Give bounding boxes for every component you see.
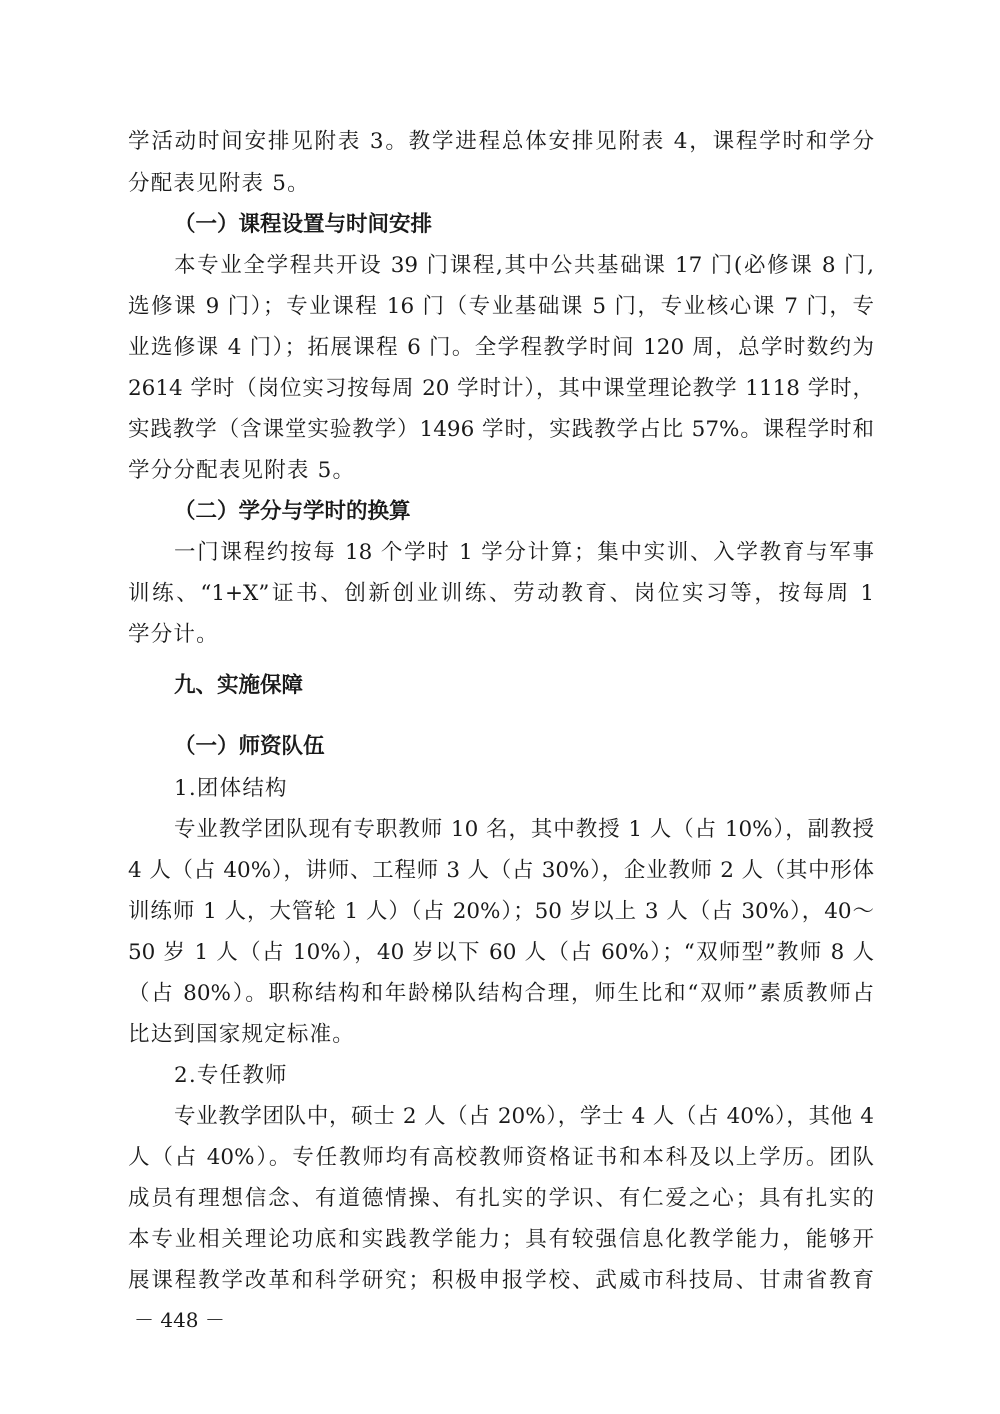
paragraph-line: 学分计。 [128, 622, 219, 647]
paragraph-line: 学活动时间安排见附表 3。教学进程总体安排见附表 4，课程学时和学分 [128, 129, 874, 154]
paragraph-line: 比达到国家规定标准。 [128, 1022, 356, 1047]
paragraph-line: 训练师 1 人，大管轮 1 人）（占 20%）；50 岁以上 3 人（占 30%），40～ [128, 899, 874, 924]
paragraph-line: 业选修课 4 门）；拓展课程 6 门。全学程教学时间 120 周，总学时数约为 [128, 335, 874, 360]
paragraph-line: 50 岁 1 人（占 10%），40 岁以下 60 人（占 60%）；“双师型”教师 8 人 [128, 940, 874, 965]
paragraph-line: 4 人（占 40%），讲师、工程师 3 人（占 30%），企业教师 2 人（其中形体 [128, 858, 874, 883]
subheading-team-structure: 1.团体结构 [174, 776, 288, 801]
paragraph-line: 展课程教学改革和科学研究；积极申报学校、武威市科技局、甘肃省教育 [128, 1268, 874, 1293]
paragraph-line: 分配表见附表 5。 [128, 171, 310, 196]
paragraph-line: 专业教学团队中，硕士 2 人（占 20%），学士 4 人（占 40%），其他 4 [174, 1104, 874, 1129]
page-number: － 448 － [134, 1308, 225, 1332]
paragraph-line: 人（占 40%）。专任教师均有高校教师资格证书和本科及以上学历。团队 [128, 1145, 874, 1170]
paragraph-line: 选修课 9 门）；专业课程 16 门（专业基础课 5 门，专业核心课 7 门，专 [128, 294, 874, 319]
section-heading-credit-conversion: （二）学分与学时的换算 [174, 499, 411, 524]
paragraph-line: 训练、“1+X”证书、创新创业训练、劳动教育、岗位实习等，按每周 1 [128, 581, 874, 606]
paragraph-line: 成员有理想信念、有道德情操、有扎实的学识、有仁爱之心；具有扎实的 [128, 1186, 874, 1211]
paragraph-line: （占 80%）。职称结构和年龄梯队结构合理，师生比和“双师”素质教师占 [128, 981, 874, 1006]
section-heading-course-setting: （一）课程设置与时间安排 [174, 212, 433, 237]
paragraph-line: 学分分配表见附表 5。 [128, 458, 356, 483]
section-heading-teaching-staff: （一）师资队伍 [174, 734, 325, 759]
paragraph-line: 2614 学时（岗位实习按每周 20 学时计），其中课堂理论教学 1118 学时， [128, 376, 874, 401]
paragraph-line: 本专业全学程共开设 39 门课程,其中公共基础课 17 门(必修课 8 门, [174, 253, 874, 278]
paragraph-line: 专业教学团队现有专职教师 10 名，其中教授 1 人（占 10%），副教授 [174, 817, 874, 842]
subheading-fulltime-teachers: 2.专任教师 [174, 1063, 288, 1088]
paragraph-line: 实践教学（含课堂实验教学）1496 学时，实践教学占比 57%。课程学时和 [128, 417, 874, 442]
chapter-heading-section-nine: 九、实施保障 [174, 673, 304, 698]
paragraph-line: 一门课程约按每 18 个学时 1 学分计算；集中实训、入学教育与军事 [174, 540, 874, 565]
paragraph-line: 本专业相关理论功底和实践教学能力；具有较强信息化教学能力，能够开 [128, 1227, 874, 1252]
